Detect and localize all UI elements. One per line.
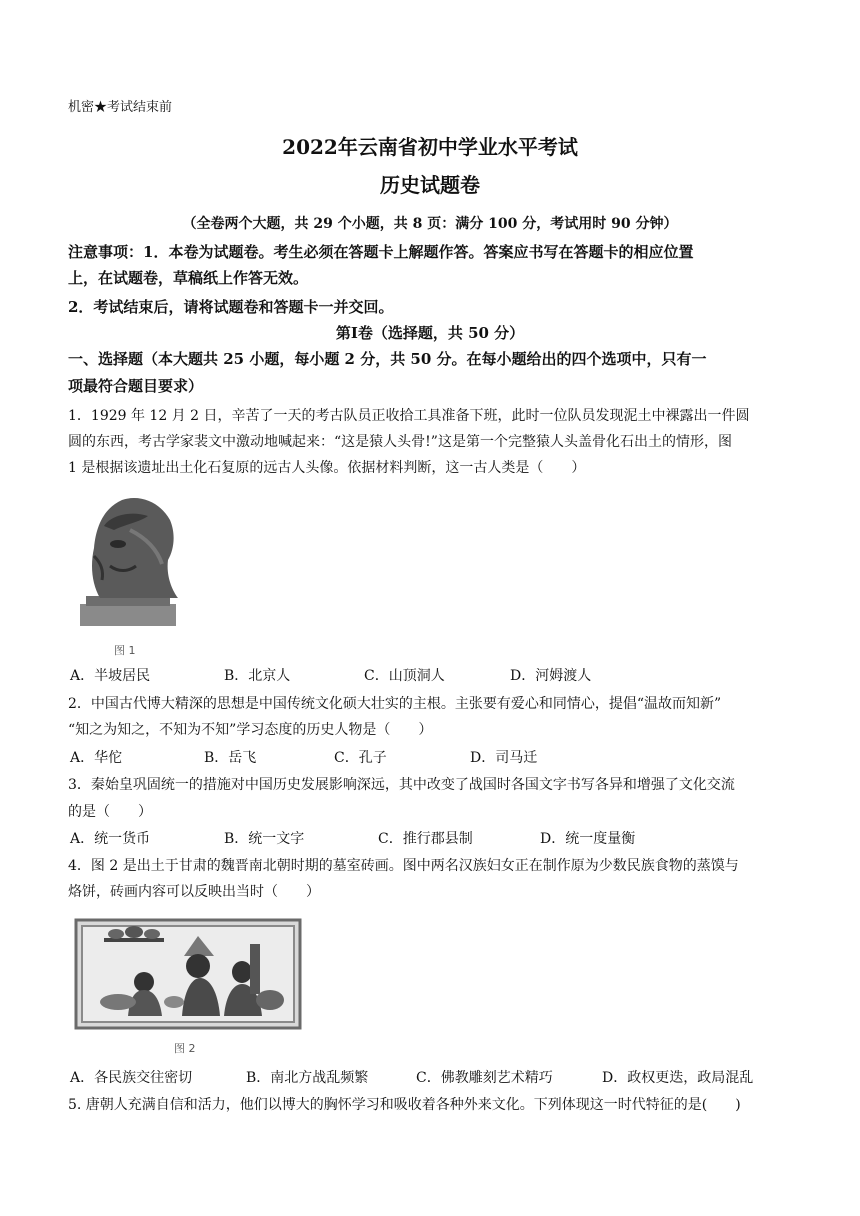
q5-line-1: 5. 唐朝人充满自信和活力，他们以博大的胸怀学习和吸收着各种外来文化。下列体现这一时代特征的是( ) [68, 1097, 741, 1113]
q1-line-2: 圆的东西，考古学家裴文中激动地喊起来：“这是猿人头骨!”这是第一个完整猿人头盖骨化石出土的情形，图 [68, 434, 732, 450]
figure-2-brick-painting-image [74, 916, 302, 1032]
q2-option-a: A．华佗 [70, 750, 123, 766]
notice-line-1: 注意事项：1．本卷为试题卷。考生必须在答题卡上解题作答。答案应书写在答题卡的相应位置 [68, 243, 694, 261]
q1-option-b: B．北京人 [224, 668, 291, 684]
q3-option-d: D．统一度量衡 [540, 831, 636, 847]
q3-line-1: 3．秦始皇巩固统一的措施对中国历史发展影响深远，其中改变了战国时各国文字书写各异和增强了文化交流 [68, 777, 735, 793]
q4-line-2: 烙饼，砖画内容可以反映出当时（ ） [68, 884, 320, 900]
q1-option-a: A．半坡居民 [70, 668, 151, 684]
confidential-mark: 机密★考试结束前 [68, 100, 173, 115]
q2-option-c: C．孔子 [334, 750, 387, 766]
q4-line-1: 4．图 2 是出土于甘肃的魏晋南北朝时期的墓室砖画。图中两名汉族妇女正在制作原为少数民族食物的蒸馍与 [68, 858, 739, 874]
section-title-line-1: 一、选择题（本大题共 25 小题，每小题 2 分，共 50 分。在每小题给出的四个选项中，只有一 [68, 350, 707, 368]
exam-subtitle: 历史试题卷 [380, 173, 480, 197]
q1-option-d: D．河姆渡人 [510, 668, 592, 684]
q3-line-2: 的是（ ） [68, 804, 152, 820]
exam-info: （全卷两个大题，共 29 个小题，共 8 页：满分 100 分，考试用时 90 分钟） [182, 216, 678, 232]
q4-option-a: A．各民族交往密切 [70, 1070, 193, 1086]
volume-heading: 第Ⅰ卷（选择题，共 50 分） [335, 324, 525, 342]
q2-line-2: “知之为知之，不知为不知”学习态度的历史人物是（ ） [68, 722, 433, 738]
q4-option-b: B．南北方战乱频繁 [246, 1070, 369, 1086]
q3-option-a: A．统一货币 [70, 831, 151, 847]
figure-2-caption: 图 2 [174, 1042, 196, 1055]
q1-option-c: C．山顶洞人 [364, 668, 445, 684]
q2-option-d: D．司马迁 [470, 750, 538, 766]
q1-line-3: 1 是根据该遗址出土化石复原的远古人头像。依据材料判断，这一古人类是（ ） [68, 460, 586, 476]
q4-option-d: D．政权更迭，政局混乱 [602, 1070, 754, 1086]
q3-option-b: B．统一文字 [224, 831, 305, 847]
q2-line-1: 2．中国古代博大精深的思想是中国传统文化硕大壮实的主根。主张要有爱心和同情心，提倡“温故而知新” [68, 696, 722, 712]
figure-1-bust-image [70, 486, 184, 636]
q4-option-c: C．佛教雕刻艺术精巧 [416, 1070, 553, 1086]
q2-option-b: B．岳飞 [204, 750, 257, 766]
q3-option-c: C．推行郡县制 [378, 831, 473, 847]
figure-1-caption: 图 1 [114, 644, 136, 657]
exam-title: 2022年云南省初中学业水平考试 [282, 135, 578, 159]
notice-line-3: 2．考试结束后，请将试题卷和答题卡一并交回。 [68, 298, 394, 316]
q1-line-1: 1．1929 年 12 月 2 日，辛苦了一天的考古队员正收拾工具准备下班，此时一位队员发现泥土中裸露出一件圆 [68, 408, 750, 424]
notice-line-2: 上，在试题卷，草稿纸上作答无效。 [68, 269, 309, 287]
section-title-line-2: 项最符合题目要求） [68, 377, 204, 395]
